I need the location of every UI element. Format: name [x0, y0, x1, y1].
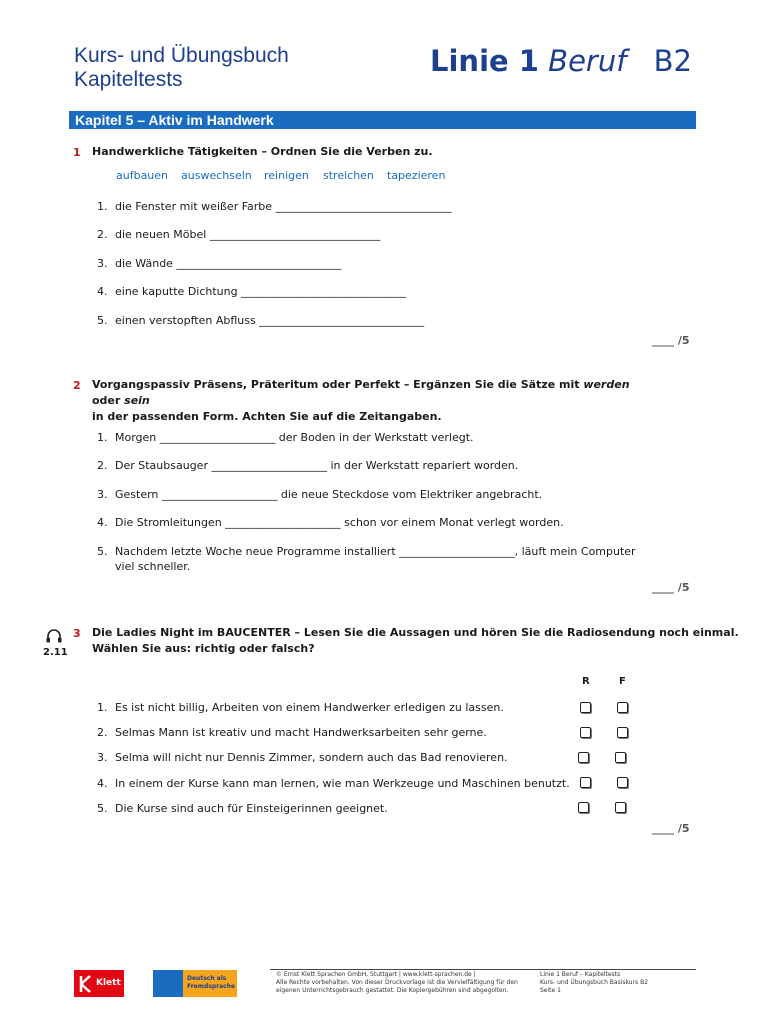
- checkbox-richtig[interactable]: [578, 752, 589, 763]
- word-box-item: streichen: [323, 169, 374, 182]
- column-richtig: R: [582, 676, 590, 687]
- word-box-item: tapezieren: [387, 169, 446, 182]
- book-title-line2: Kapiteltests: [74, 68, 183, 91]
- brand-level: B2: [653, 44, 692, 78]
- klett-logo-text: Klett: [96, 978, 121, 988]
- daf-line1: Deutsch als: [187, 975, 227, 982]
- word-box-item: auswechseln: [181, 169, 252, 182]
- checkbox-falsch[interactable]: [615, 802, 626, 813]
- copyright-notice: © Ernst Klett Sprachen GmbH, Stuttgart | www.klett-sprachen.de | Alle Rechte vorbehalten. Von dieser Druckvorlage ist die Vervielfältigung für den eigenen Unterrichtsgebrauch gestattet. Die Kopiergebühren sind abgegolten.: [276, 971, 518, 994]
- exercise-3-score[interactable]: ____ /5: [652, 822, 690, 835]
- exercise-3-item: 4. In einem der Kurse kann man lernen, wie man Werkzeuge und Maschinen benutzt.: [97, 777, 570, 790]
- exercise-2-title: Vorgangspassiv Präsens, Präteritum oder Perfekt – Ergänzen Sie die Sätze mit werden oder sein in der passenden Form. Achten Sie auf die Zeitangaben.: [92, 378, 630, 423]
- checkbox-falsch[interactable]: [617, 702, 628, 713]
- exercise-3-title: Die Ladies Night im BAUCENTER – Lesen Sie die Aussagen und hören Sie die Radiosendung noch einmal. Wählen Sie aus: richtig oder falsch?: [92, 626, 739, 655]
- klett-mark-icon: [78, 974, 94, 994]
- exercise-3-item: 3. Selma will nicht nur Dennis Zimmer, sondern auch das Bad renovieren.: [97, 751, 508, 764]
- headphones-icon: [45, 628, 63, 648]
- brand-beruf: Beruf: [548, 44, 627, 78]
- checkbox-richtig[interactable]: [578, 802, 589, 813]
- chapter-title: Kapitel 5 – Aktiv im Handwerk: [69, 111, 696, 129]
- exercise-1-item[interactable]: 5. einen verstopften Abfluss ______________________________: [97, 314, 425, 327]
- word-box-item: reinigen: [264, 169, 309, 182]
- daf-logo: [153, 970, 237, 997]
- exercise-1-number: 1: [73, 146, 81, 159]
- brand-logo: [430, 44, 692, 78]
- checkbox-falsch[interactable]: [615, 752, 626, 763]
- exercise-1-item[interactable]: 2. die neuen Möbel _______________________________: [97, 228, 381, 241]
- exercise-2-number: 2: [73, 379, 81, 392]
- exercise-1-item[interactable]: 3. die Wände ______________________________: [97, 257, 342, 270]
- exercise-3-item: 1. Es ist nicht billig, Arbeiten von einem Handwerker erledigen zu lassen.: [97, 701, 504, 714]
- exercise-3-item: 5. Die Kurse sind auch für Einsteigerinnen geeignet.: [97, 802, 388, 815]
- exercise-1-score[interactable]: ____ /5: [652, 334, 690, 347]
- column-falsch: F: [619, 676, 626, 687]
- brand-linie: Linie 1: [430, 44, 539, 78]
- word-box-item: aufbauen: [116, 169, 169, 182]
- exercise-1-item[interactable]: 1. die Fenster mit weißer Farbe ________________________________: [97, 200, 452, 213]
- exercise-3-item: 2. Selmas Mann ist kreativ und macht Handwerksarbeiten sehr gerne.: [97, 726, 487, 739]
- exercise-2-score[interactable]: ____ /5: [652, 581, 690, 594]
- exercise-3-number: 3: [73, 627, 81, 640]
- exercise-2-item[interactable]: 4. Die Stromleitungen _____________________ schon vor einem Monat verlegt worden.: [97, 516, 564, 529]
- page-info: Linie 1 Beruf – Kapiteltests Kurs- und Übungsbuch Basiskurs B2 Seite 1: [540, 971, 649, 994]
- exercise-2-item[interactable]: 5. Nachdem letzte Woche neue Programme installiert _____________________, läuft mein Computer viel schneller.: [97, 545, 636, 573]
- exercise-2-item[interactable]: 2. Der Staubsauger _____________________ in der Werkstatt repariert worden.: [97, 459, 519, 472]
- exercise-2-item[interactable]: 3. Gestern _____________________ die neue Steckdose vom Elektriker angebracht.: [97, 488, 543, 501]
- exercise-1-item[interactable]: 4. eine kaputte Dichtung ______________________________: [97, 285, 407, 298]
- checkbox-richtig[interactable]: [580, 702, 591, 713]
- checkbox-richtig[interactable]: [580, 727, 591, 738]
- audio-track-number: 2.11: [43, 647, 68, 658]
- book-title-line1: Kurs- und Übungsbuch: [74, 44, 289, 67]
- footer-divider: [270, 969, 696, 970]
- checkbox-falsch[interactable]: [617, 777, 628, 788]
- klett-logo: [74, 970, 124, 997]
- daf-line2: Fremdsprache: [187, 983, 236, 990]
- checkbox-falsch[interactable]: [617, 727, 628, 738]
- checkbox-richtig[interactable]: [580, 777, 591, 788]
- exercise-1-title: Handwerkliche Tätigkeiten – Ordnen Sie die Verben zu.: [92, 145, 433, 158]
- exercise-2-item[interactable]: 1. Morgen _____________________ der Boden in der Werkstatt verlegt.: [97, 431, 474, 444]
- book-title: [74, 44, 289, 92]
